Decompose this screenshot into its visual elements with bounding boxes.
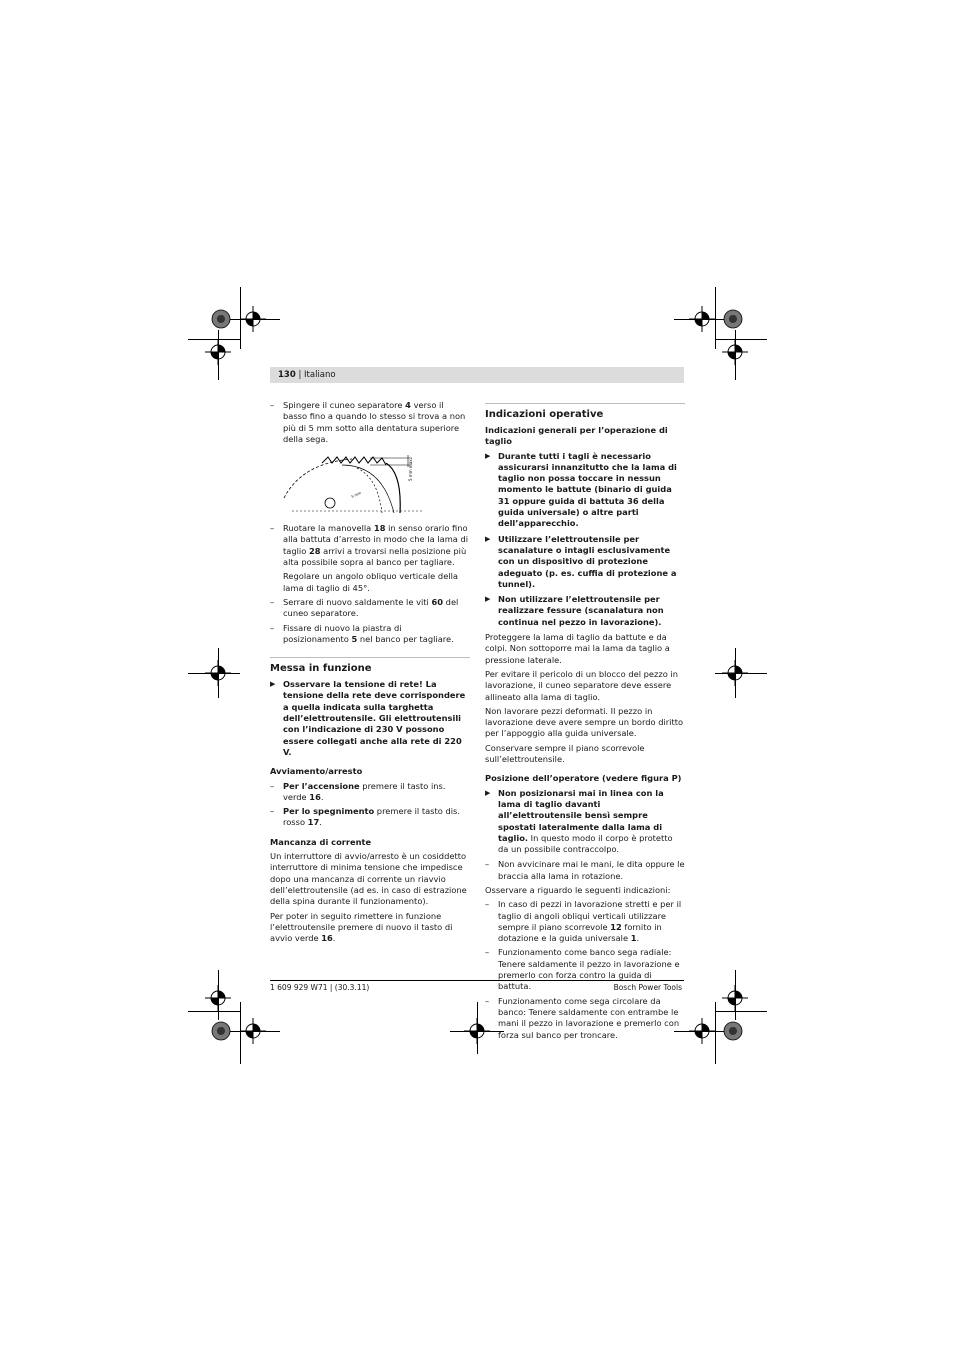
header-language: Italiano [304, 370, 336, 380]
list-item-continuation: Regolare un angolo obliquo verticale della lama di taglio di 45°. [283, 571, 458, 593]
triangle-bullet-icon: ▶ [485, 451, 491, 460]
page-footer [270, 980, 684, 994]
list-item: – Ruotare la manovella 18 in senso orario fino alla battuta d’arresto in modo che la lama di taglio 28 arrivi a trovarsi nella posizione più alta possibile sopra al banco per tagliare. [270, 523, 470, 568]
page-number: 130 [278, 370, 296, 380]
paragraph: Per evitare il pericolo di un blocco del pezzo in lavorazione, il cuneo separatore deve essere allineato alla lama di taglio. [485, 668, 678, 702]
subsection-heading: Mancanza di corrente [270, 836, 372, 847]
section-heading: Indicazioni operative [485, 403, 685, 421]
registration-target-icon [722, 660, 748, 686]
registration-target-icon [689, 1018, 715, 1044]
color-wheel-icon [211, 1021, 231, 1041]
warning-item: ▶ Non utilizzare l’elettroutensile per realizzare fessure (scanalatura non continua nel pezzo in lavorazione). [485, 594, 664, 627]
saw-blade-diagram [282, 453, 422, 515]
figure-label-inner: 5 mm [350, 491, 362, 500]
list-item: – In caso di pezzi in lavorazione stretti e per il taglio di angoli obliqui verticali utilizzare sempre il piano scorrevole 12 fornito in dotazione e la guida universale 1. [485, 899, 685, 944]
paragraph: Proteggere la lama di taglio da battute e da colpi. Non sottoporre mai la lama da taglio a pressione laterale. [485, 632, 670, 665]
subsection-heading: Indicazioni generali per l’operazione di taglio [485, 425, 668, 447]
color-wheel-icon [723, 1021, 743, 1041]
figure-label: 5 mm max. [408, 458, 413, 482]
color-wheel-icon [211, 309, 231, 329]
header-separator: | [298, 370, 302, 380]
subsection-heading: Avviamento/arresto [270, 766, 363, 777]
list-item: – Per lo spegnimento premere il tasto dis. rosso 17. [270, 806, 470, 829]
right-column [485, 395, 685, 1044]
list-item: – Spingere il cuneo separatore 4 verso il basso fino a quando lo stesso si trova a non più di 5 mm sotto alla dentatura superiore della sega. [270, 400, 470, 445]
color-wheel-icon [723, 309, 743, 329]
paragraph: Osservare a riguardo le seguenti indicazioni: [485, 884, 671, 895]
paragraph: Non lavorare pezzi deformati. Il pezzo in lavorazione deve avere sempre un bordo diritto per l’appoggio alla guida universale. [485, 705, 684, 739]
registration-target-icon [722, 339, 748, 365]
registration-target-icon [205, 660, 231, 686]
registration-target-icon [240, 1018, 266, 1044]
registration-target-icon [240, 306, 266, 332]
footer-doc-id: 1 609 929 W71 | (30.3.11) [270, 983, 370, 992]
warning-item: ▶ Durante tutti i tagli è necessario assicurarsi innanzitutto che la lama di taglio non possa toccare in nessun momento le battute (binario di guida 31 oppure guida di battuta 36 della guida universale) o altre parti dell’apparecchio. [485, 450, 677, 529]
triangle-bullet-icon: ▶ [485, 595, 491, 604]
registration-target-icon [205, 985, 231, 1011]
subsection-heading: Posizione dell’operatore (vedere figura P) [485, 773, 682, 784]
paragraph: Un interruttore di avvio/arresto è un cosiddetto interruttore di minima tensione che impedisce dopo una mancanza di corrente un riavvio dell’elettroutensile (ad es. in caso di estrazione della spina durante il funzionamento). [270, 851, 467, 907]
triangle-bullet-icon: ▶ [485, 788, 491, 797]
list-item: – Non avvicinare mai le mani, le dita oppure le braccia alla lama in rotazione. [485, 859, 685, 882]
wedge-figure [282, 453, 422, 515]
triangle-bullet-icon: ▶ [485, 534, 491, 543]
warning-item: ▶ Osservare la tensione di rete! La tensione della rete deve corrispondere a quella indicata sulla targhetta dell’elettroutensile. Gli elettroutensili con l’indicazione di 230 V possono essere collegati anche alla rete di 220 V. [270, 679, 466, 757]
registration-target-icon [205, 339, 231, 365]
list-item: – Serrare di nuovo saldamente le viti 60 del cuneo separatore. [270, 597, 470, 620]
registration-target-icon [689, 306, 715, 332]
list-item: – Per l’accensione premere il tasto ins. verde 16. [270, 781, 470, 804]
list-item: – Fissare di nuovo la piastra di posizionamento 5 nel banco per tagliare. [270, 623, 470, 646]
warning-item: ▶ Non posizionarsi mai in linea con la lama di taglio davanti all’elettroutensile bensì sempre spostati lateralmente dalla lama di taglio. In questo modo il corpo è protetto da un possibile contraccolpo. [485, 787, 673, 855]
paragraph: Per poter in seguito rimettere in funzione l’elettroutensile premere di nuovo il tasto di avvio verde 16. [270, 910, 453, 944]
footer-brand: Bosch Power Tools [613, 983, 682, 992]
section-heading: Messa in funzione [270, 657, 470, 675]
paragraph: Conservare sempre il piano scorrevole sull’elettroutensile. [485, 742, 645, 765]
page-header [270, 367, 684, 383]
left-column [270, 400, 470, 947]
warning-item: ▶ Utilizzare l’elettroutensile per scanalature o intagli esclusivamente con un dispositivo di protezione adeguato (p. es. cuffia di protezione a tunnel). [485, 533, 677, 589]
triangle-bullet-icon: ▶ [270, 680, 276, 689]
list-item: – Funzionamento come sega circolare da banco: Tenere saldamente con entrambe le mani il pezzo in lavorazione e premerlo con forza sul banco per troncare. [485, 996, 685, 1041]
registration-target-icon [722, 985, 748, 1011]
list-item: – Funzionamento come banco sega radiale: Tenere saldamente il pezzo in lavorazione e premerlo con forza contro la guida di battuta. [485, 947, 685, 992]
